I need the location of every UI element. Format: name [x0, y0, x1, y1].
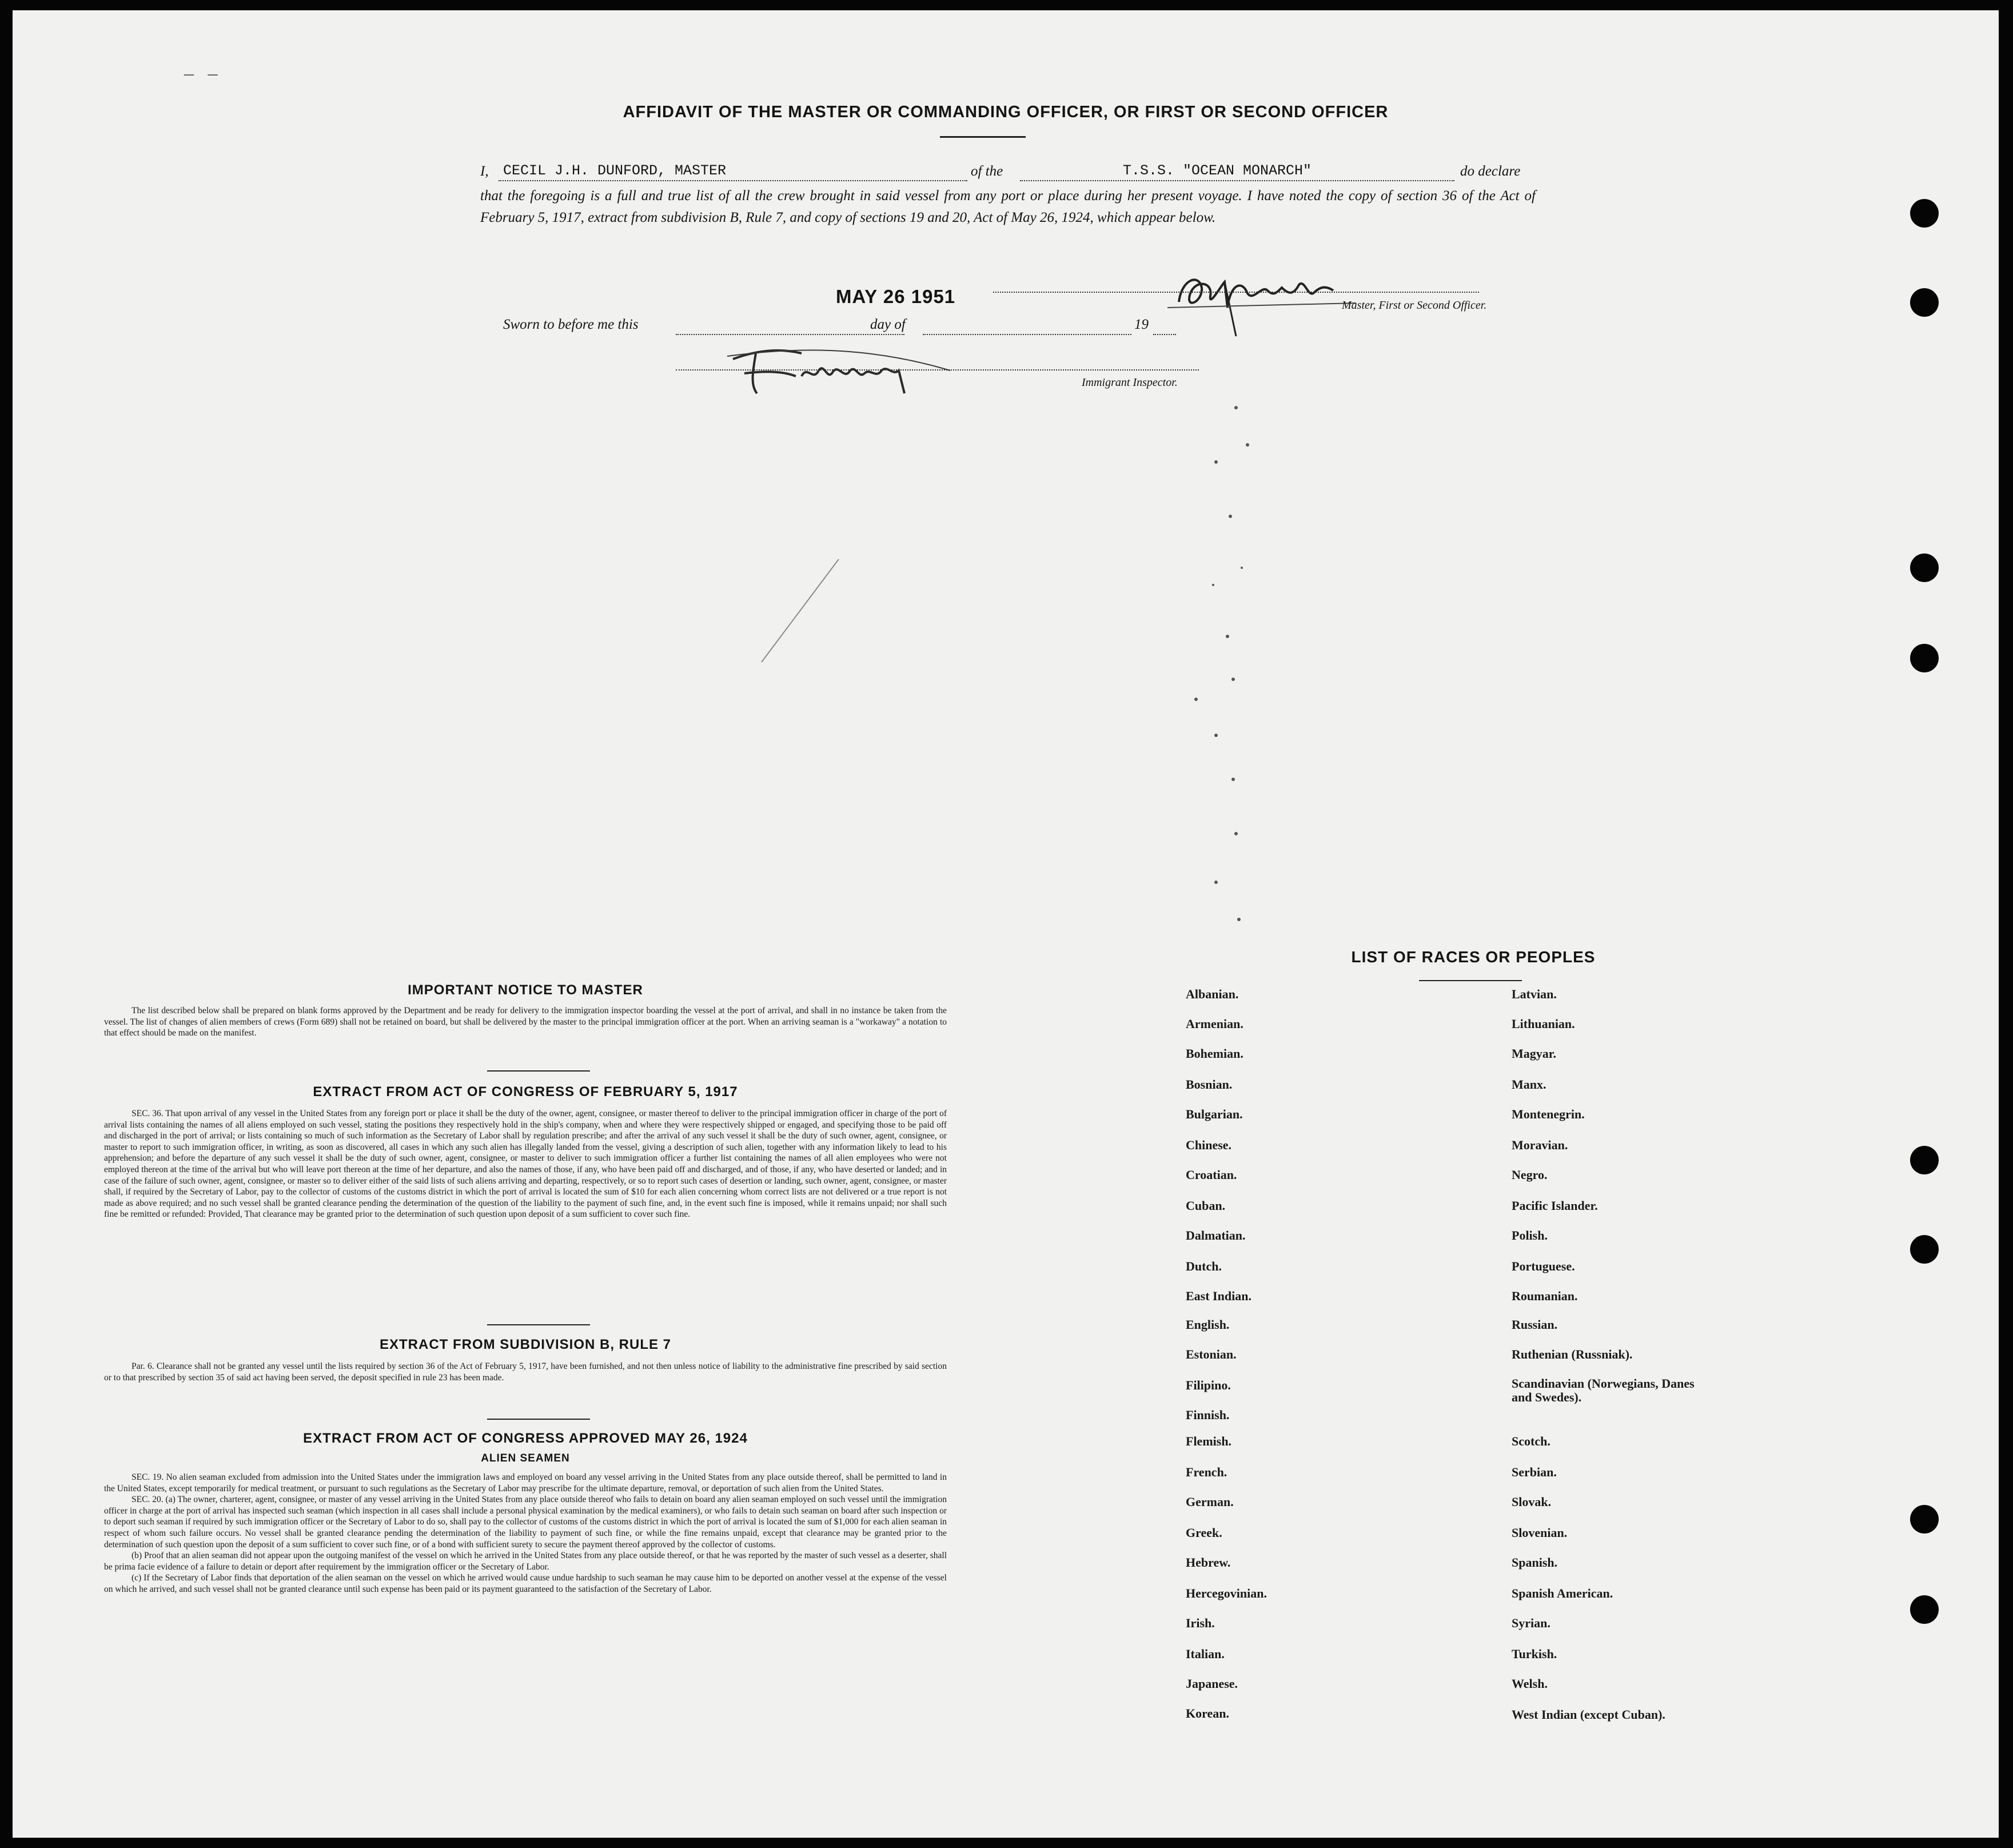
race-item: Montenegrin. [1512, 1107, 1585, 1121]
extract-rule7-text [104, 1361, 947, 1383]
master-signature [1167, 262, 1362, 342]
race-item: Chinese. [1186, 1138, 1232, 1152]
notice-title: IMPORTANT NOTICE TO MASTER [408, 982, 643, 998]
race-item: Dalmatian. [1186, 1228, 1246, 1242]
master-name: CECIL J.H. DUNFORD, MASTER [503, 162, 727, 179]
notice-text [104, 1005, 947, 1039]
race-item: Estonian. [1186, 1347, 1237, 1361]
race-item: Lithuanian. [1512, 1017, 1575, 1031]
race-item: German. [1186, 1495, 1234, 1509]
race-item: Spanish. [1512, 1555, 1558, 1570]
race-item: Flemish. [1186, 1434, 1232, 1448]
corner-mark: – – [184, 63, 222, 84]
master-name-line [499, 180, 967, 181]
inspector-signature [722, 330, 962, 405]
race-item: Armenian. [1186, 1017, 1243, 1031]
race-item: Scandinavian (Norwegians, Danes and Swedes). [1512, 1376, 1695, 1404]
race-item: Spanish American. [1512, 1586, 1613, 1600]
section-rule [487, 1070, 590, 1072]
race-item: Cuban. [1186, 1198, 1226, 1213]
race-item: East Indian. [1186, 1289, 1251, 1303]
master-caption: Master, First or Second Officer. [1342, 299, 1487, 312]
sworn-year-line [1153, 334, 1176, 335]
race-item: Slovenian. [1512, 1526, 1568, 1540]
year-prefix: 19 [1134, 317, 1149, 332]
section-rule [487, 1324, 590, 1325]
extract-1924-subtitle: ALIEN SEAMEN [481, 1452, 570, 1464]
sec20b-body: (b) Proof that an alien seaman did not appear upon the outgoing manifest of the vessel on which he arrived in the United States from any place outside thereof, or that he was reported by the master of such vessel as a deserter, shall be prima facie evidence of a failure to detain or deport after requirement by the immigration officer or the Secretary of Labor. [104, 1551, 947, 1572]
race-item: Russian. [1512, 1317, 1558, 1332]
sworn-label: Sworn to before me this [503, 317, 639, 332]
extract-rule7-title: EXTRACT FROM SUBDIVISION B, RULE 7 [379, 1337, 672, 1352]
race-item: Albanian. [1186, 987, 1239, 1001]
race-item: West Indian (except Cuban). [1512, 1707, 1665, 1722]
race-item: Moravian. [1512, 1138, 1568, 1152]
race-item: French. [1186, 1465, 1227, 1479]
declaration-text: that the foregoing is a full and true list of all the crew brought in said vessel from any port or place during her present voyage. I have noted the copy of section 36 of the Act of February 5, 1917, extract from subdivision B, Rule 7, and copy of sections 19 and 20, Act of May 26, 1924, which appear below. [480, 188, 1536, 225]
race-item: Korean. [1186, 1706, 1229, 1720]
master-signature-line [993, 292, 1479, 293]
extract-1917-text [104, 1108, 947, 1220]
race-item: Finnish. [1186, 1408, 1230, 1422]
race-item: Hebrew. [1186, 1555, 1231, 1570]
affidavit-title: AFFIDAVIT OF THE MASTER OR COMMANDING OFFICER, OR FIRST OR SECOND OFFICER [623, 103, 1389, 121]
race-item: English. [1186, 1317, 1230, 1332]
title-rule [940, 136, 1026, 138]
race-item: Welsh. [1512, 1676, 1548, 1691]
race-item: Latvian. [1512, 987, 1557, 1001]
race-item: Negro. [1512, 1168, 1548, 1182]
manifest-page [13, 10, 1999, 1838]
race-item: Croatian. [1186, 1168, 1237, 1182]
extract-1924-text [104, 1472, 947, 1595]
sec19-body: SEC. 19. No alien seaman excluded from admission into the United States under the immigration laws and employed on board any vessel arriving in the United States from any place outside thereof, shall be permitted to land in the United States, except temporarily for medical treatment, or pursuant to such regulations as the Secretary of Labor may prescribe for the ultimate departure, removal, or deportation of such alien from the United States. [104, 1472, 947, 1493]
sec20a-body: SEC. 20. (a) The owner, charterer, agent, consignee, or master of any vessel arriving in the United States from any place outside thereof who fails to detain on board any alien seaman employed on such vessel until the immigration officer in charge at the port of arrival has inspected such seaman (which inspection in all cases shall include a personal physical examination by the medical examiners), or who fails to detain such seaman on board after such inspection or to deport such seaman if required by such immigration officer or the Secretary of Labor to do so, shall pay to the collector of customs of the customs district in which the port of arrival is located the sum of $1,000 for each alien seaman in respect of whom such failure occurs. No vessel shall be granted clearance pending the determination of the liability to payment of such fine, or while the fine remains unpaid, except that clearance may be granted prior to the determination of such question upon the deposit of a sum sufficient to cover such fine, or of a bond with sufficient surety to secure the payment thereof approved by the collector of customs. [104, 1495, 947, 1550]
race-item: Bulgarian. [1186, 1107, 1243, 1121]
extract-rule7-body: Par. 6. Clearance shall not be granted any vessel until the lists required by section 36 of the Act of February 5, 1917, have been furnished, and not then unless notice of liability to the administrative fine prescribed by said section or to that prescribed by section 35 of said act having been served, the deposit specified in rule 23 has been made. [104, 1361, 947, 1383]
race-item: Roumanian. [1512, 1289, 1578, 1303]
section-rule [487, 1419, 590, 1420]
race-item: Hercegovinian. [1186, 1586, 1267, 1600]
day-of-label: day of [870, 317, 906, 332]
race-item: Ruthenian (Russniak). [1512, 1347, 1633, 1361]
race-item: Italian. [1186, 1647, 1225, 1661]
extract-1924-title: EXTRACT FROM ACT OF CONGRESS APPROVED MAY 26, 1924 [303, 1431, 748, 1446]
race-item: Greek. [1186, 1526, 1222, 1540]
date-stamp: MAY 26 1951 [836, 286, 956, 307]
inspector-signature-line [676, 369, 1199, 371]
race-item: Serbian. [1512, 1465, 1557, 1479]
race-item: Turkish. [1512, 1647, 1557, 1661]
race-item: Dutch. [1186, 1259, 1222, 1273]
race-item: Polish. [1512, 1228, 1548, 1242]
races-rule [1419, 980, 1522, 981]
races-title: LIST OF RACES OR PEOPLES [1351, 948, 1596, 966]
notice-body: The list described below shall be prepared on blank forms approved by the Department and be ready for delivery to the immigration inspector boarding the vessel at the port of arrival, and shall in no instance be taken from the vessel. The list of changes of alien members of crews (Form 689) shall not be retained on board, but shall be delivered by the master to the principal immigration officer at the port. When an arriving seaman is a "workaway" a notation to that effect should be made on the manifest. [104, 1006, 947, 1038]
race-item: Syrian. [1512, 1616, 1550, 1630]
race-item: Magyar. [1512, 1046, 1557, 1061]
vessel-name: T.S.S. "OCEAN MONARCH" [1123, 162, 1312, 179]
race-item: Japanese. [1186, 1676, 1238, 1691]
sec20c-body: (c) If the Secretary of Labor finds that deportation of the alien seaman on the vessel on which he arrived would cause undue hardship to such seaman he may cause him to be deported on another vessel at the expense of the vessel on which he arrived, and such vessel shall not be granted clearance until such expense has been paid or its payment guaranteed to the satisfaction of the Secretary of Labor. [104, 1573, 947, 1594]
do-declare-label: do declare [1460, 164, 1521, 179]
vessel-name-line [1020, 180, 1454, 181]
race-item: Filipino. [1186, 1378, 1231, 1392]
race-item: Portuguese. [1512, 1259, 1575, 1273]
race-item: Bosnian. [1186, 1077, 1233, 1092]
race-item: Scotch. [1512, 1434, 1550, 1448]
of-the-label: of the [971, 164, 1003, 179]
race-item: Slovak. [1512, 1495, 1552, 1509]
extract-1917-title: EXTRACT FROM ACT OF CONGRESS OF FEBRUARY 5, 1917 [313, 1084, 738, 1100]
inspector-caption: Immigrant Inspector. [1082, 376, 1178, 389]
race-item: Irish. [1186, 1616, 1215, 1630]
race-item: Pacific Islander. [1512, 1198, 1598, 1213]
i-label: I, [480, 164, 489, 179]
extract-1917-body: SEC. 36. That upon arrival of any vessel in the United States from any foreign port or place it shall be the duty of the owner, agent, consignee, or master thereof to deliver to the principal immigration officer in charge of the port of arrival lists containing the names of all aliens employed on such vessel, stating the positions they respectively hold in the ship's company, when and where they were respectively shipped or engaged, and specifying those to be paid off and discharged in the port of arrival; or lists containing so much of such information as the Secretary of Labor shall by regulation prescribe; and after the arrival of any such vessel it shall be the duty of such owner, agent, consignee, or master to report to such immigration officer, in writing, as soon as discovered, all cases in which any such alien has illegally landed from the vessel, giving a description of such alien, together with any information likely to lead to his apprehension; and before the departure of any such vessel it shall be the duty of such owner, agent, consignee, or master to deliver to such immigration officer a further list containing the names of all alien employees who were not employed thereon at the time of the arrival but who will leave port thereon at the time of her departure, and also the names of those, if any, who have been paid off and discharged, and of those, if any, who have deserted or landed; and in case of the failure of such owner, agent, consignee, or master so to deliver either of the said lists of such aliens arriving and departing, respectively, or so to report such cases of desertion or landing, such owner, agent, consignee, or master shall, if required by the Secretary of Labor, pay to the collector of customs of the customs district in which the port of arrival is located the sum of $10 for each alien concerning whom correct lists are not delivered or a true report is not made as above required; and no such vessel shall be granted clearance pending the determination of the question of the liability to the payment of such fine, and, in the event such fine is imposed, while it remains unpaid; nor shall such fine be remitted or refunded: Provided, That clearance may be granted prior to the determination of such question upon deposit of a sum sufficient to cover such fine. [104, 1109, 947, 1220]
race-item: Bohemian. [1186, 1046, 1243, 1061]
race-item: Manx. [1512, 1077, 1546, 1092]
